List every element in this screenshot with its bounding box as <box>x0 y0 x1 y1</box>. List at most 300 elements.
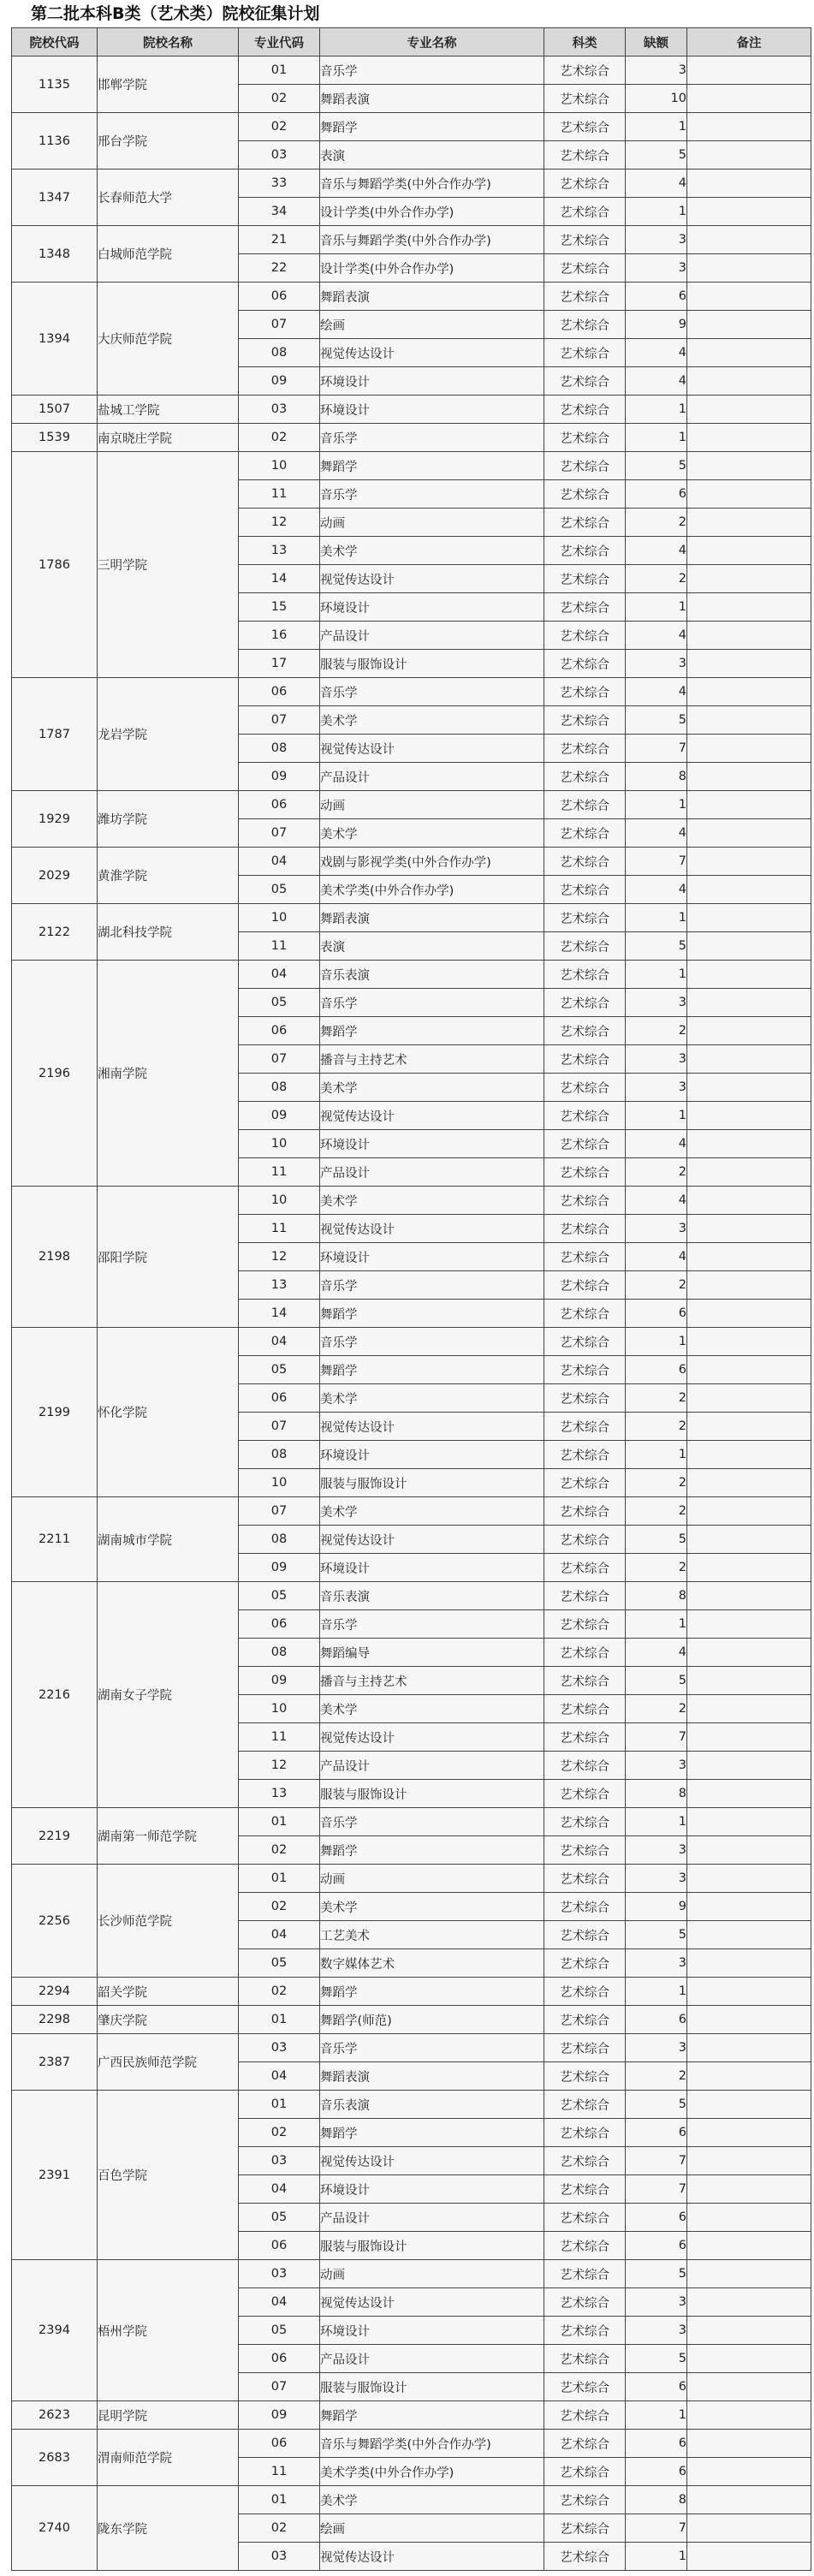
major-code: 17 <box>239 650 320 678</box>
category: 艺术综合 <box>544 961 626 989</box>
remarks <box>687 396 811 424</box>
major-code: 01 <box>239 2006 320 2034</box>
school-name: 梧州学院 <box>98 2260 239 2401</box>
vacancy: 4 <box>626 622 687 650</box>
vacancy: 6 <box>626 2373 687 2401</box>
vacancy: 6 <box>626 2232 687 2260</box>
category: 艺术综合 <box>544 2006 626 2034</box>
category: 艺术综合 <box>544 1554 626 1582</box>
vacancy: 2 <box>626 1271 687 1300</box>
category: 艺术综合 <box>544 2232 626 2260</box>
major-name: 表演 <box>320 141 544 170</box>
school-code: 2387 <box>12 2034 98 2091</box>
major-name: 美术学 <box>320 706 544 735</box>
table-row <box>12 2006 811 2034</box>
vacancy: 2 <box>626 509 687 537</box>
major-code: 06 <box>239 678 320 706</box>
vacancy: 4 <box>626 678 687 706</box>
remarks <box>687 1328 811 1356</box>
remarks <box>687 1243 811 1271</box>
major-name: 音乐表演 <box>320 1582 544 1610</box>
category: 艺术综合 <box>544 1752 626 1780</box>
remarks <box>687 1074 811 1102</box>
major-code: 04 <box>239 848 320 876</box>
remarks <box>687 2514 811 2543</box>
remarks <box>687 537 811 565</box>
remarks <box>687 1413 811 1441</box>
category: 艺术综合 <box>544 1865 626 1893</box>
major-name: 工艺美术 <box>320 1921 544 1949</box>
vacancy: 4 <box>626 819 687 848</box>
school-name: 邵阳学院 <box>98 1187 239 1328</box>
remarks <box>687 791 811 819</box>
remarks <box>687 1384 811 1413</box>
major-code: 08 <box>239 1639 320 1667</box>
category: 艺术综合 <box>544 283 626 311</box>
vacancy: 8 <box>626 2486 687 2514</box>
vacancy: 7 <box>626 848 687 876</box>
school-name: 湖南第一师范学院 <box>98 1808 239 1865</box>
major-code: 04 <box>239 2288 320 2317</box>
major-name: 设计学类(中外合作办学) <box>320 198 544 226</box>
school-code: 2211 <box>12 1497 98 1582</box>
remarks <box>687 2175 811 2204</box>
table-row <box>12 1978 811 2006</box>
vacancy: 1 <box>626 791 687 819</box>
remarks <box>687 565 811 593</box>
major-code: 21 <box>239 226 320 254</box>
header-major-name: 专业名称 <box>320 28 544 57</box>
major-name: 环境设计 <box>320 1554 544 1582</box>
school-code: 1394 <box>12 283 98 396</box>
category: 艺术综合 <box>544 2091 626 2119</box>
school-name: 黄淮学院 <box>98 848 239 904</box>
remarks <box>687 1723 811 1752</box>
school-code: 2740 <box>12 2486 98 2571</box>
table-row <box>12 1328 811 1356</box>
remarks <box>687 961 811 989</box>
vacancy: 6 <box>626 2430 687 2458</box>
table-row <box>12 961 811 989</box>
table-row <box>12 1865 811 1893</box>
major-name: 动画 <box>320 791 544 819</box>
vacancy: 3 <box>626 226 687 254</box>
category: 艺术综合 <box>544 1836 626 1865</box>
major-code: 05 <box>239 1949 320 1978</box>
remarks <box>687 2147 811 2175</box>
school-code: 2683 <box>12 2430 98 2486</box>
category: 艺术综合 <box>544 1130 626 1158</box>
category: 艺术综合 <box>544 537 626 565</box>
major-code: 03 <box>239 141 320 170</box>
major-code: 12 <box>239 1243 320 1271</box>
vacancy: 6 <box>626 2119 687 2147</box>
remarks <box>687 2401 811 2430</box>
category: 艺术综合 <box>544 1356 626 1384</box>
major-name: 服装与服饰设计 <box>320 2232 544 2260</box>
school-code: 2623 <box>12 2401 98 2430</box>
major-code: 08 <box>239 1441 320 1469</box>
major-code: 06 <box>239 2345 320 2373</box>
category: 艺术综合 <box>544 904 626 932</box>
major-name: 视觉传达设计 <box>320 735 544 763</box>
category: 艺术综合 <box>544 622 626 650</box>
major-code: 02 <box>239 1978 320 2006</box>
remarks <box>687 509 811 537</box>
school-code: 1507 <box>12 396 98 424</box>
major-code: 03 <box>239 2147 320 2175</box>
category: 艺术综合 <box>544 2373 626 2401</box>
category: 艺术综合 <box>544 593 626 622</box>
header-major-code: 专业代码 <box>239 28 320 57</box>
major-code: 05 <box>239 989 320 1017</box>
vacancy: 2 <box>626 565 687 593</box>
major-code: 11 <box>239 1158 320 1187</box>
major-name: 舞蹈学 <box>320 2401 544 2430</box>
category: 艺术综合 <box>544 932 626 961</box>
remarks <box>687 2543 811 2571</box>
remarks <box>687 1667 811 1695</box>
vacancy: 3 <box>626 989 687 1017</box>
vacancy: 5 <box>626 2091 687 2119</box>
vacancy: 6 <box>626 1356 687 1384</box>
vacancy: 3 <box>626 57 687 85</box>
vacancy: 2 <box>626 1384 687 1413</box>
category: 艺术综合 <box>544 1017 626 1045</box>
major-name: 美术学类(中外合作办学) <box>320 876 544 904</box>
remarks <box>687 2034 811 2062</box>
major-code: 11 <box>239 1723 320 1752</box>
major-code: 07 <box>239 1045 320 1074</box>
vacancy: 3 <box>626 2288 687 2317</box>
major-name: 美术学 <box>320 819 544 848</box>
major-code: 07 <box>239 819 320 848</box>
category: 艺术综合 <box>544 1243 626 1271</box>
remarks <box>687 452 811 480</box>
vacancy: 4 <box>626 339 687 367</box>
major-code: 09 <box>239 2401 320 2430</box>
vacancy: 1 <box>626 1328 687 1356</box>
vacancy: 3 <box>626 1215 687 1243</box>
category: 艺术综合 <box>544 367 626 396</box>
remarks <box>687 1808 811 1836</box>
vacancy: 3 <box>626 1045 687 1074</box>
vacancy: 4 <box>626 170 687 198</box>
school-name: 百色学院 <box>98 2091 239 2260</box>
remarks <box>687 1215 811 1243</box>
table-row <box>12 2034 811 2062</box>
vacancy: 7 <box>626 1723 687 1752</box>
vacancy: 1 <box>626 2401 687 2430</box>
major-name: 音乐学 <box>320 424 544 452</box>
major-code: 10 <box>239 904 320 932</box>
vacancy: 1 <box>626 1808 687 1836</box>
table-row <box>12 1808 811 1836</box>
category: 艺术综合 <box>544 424 626 452</box>
vacancy: 1 <box>626 593 687 622</box>
remarks <box>687 2062 811 2091</box>
school-name: 邯郸学院 <box>98 57 239 113</box>
category: 艺术综合 <box>544 989 626 1017</box>
major-name: 音乐学 <box>320 1808 544 1836</box>
remarks <box>687 2288 811 2317</box>
major-code: 09 <box>239 367 320 396</box>
vacancy: 4 <box>626 537 687 565</box>
major-name: 美术学 <box>320 1074 544 1102</box>
category: 艺术综合 <box>544 1610 626 1639</box>
category: 艺术综合 <box>544 339 626 367</box>
remarks <box>687 424 811 452</box>
school-name: 广西民族师范学院 <box>98 2034 239 2091</box>
remarks <box>687 1045 811 1074</box>
major-name: 动画 <box>320 2260 544 2288</box>
major-code: 02 <box>239 1893 320 1921</box>
major-name: 舞蹈学 <box>320 1017 544 1045</box>
vacancy: 9 <box>626 1893 687 1921</box>
vacancy: 7 <box>626 735 687 763</box>
school-name: 邢台学院 <box>98 113 239 170</box>
major-code: 05 <box>239 1582 320 1610</box>
vacancy: 6 <box>626 2006 687 2034</box>
remarks <box>687 1300 811 1328</box>
remarks <box>687 2317 811 2345</box>
remarks <box>687 1158 811 1187</box>
major-name: 美术学 <box>320 1187 544 1215</box>
remarks <box>687 2006 811 2034</box>
vacancy: 1 <box>626 904 687 932</box>
school-code: 2298 <box>12 2006 98 2034</box>
major-name: 视觉传达设计 <box>320 2543 544 2571</box>
major-code: 12 <box>239 1752 320 1780</box>
vacancy: 6 <box>626 283 687 311</box>
category: 艺术综合 <box>544 2034 626 2062</box>
header-category: 科类 <box>544 28 626 57</box>
remarks <box>687 1441 811 1469</box>
vacancy: 7 <box>626 2514 687 2543</box>
remarks <box>687 1836 811 1865</box>
vacancy: 3 <box>626 1865 687 1893</box>
vacancy: 2 <box>626 1158 687 1187</box>
category: 艺术综合 <box>544 452 626 480</box>
category: 艺术综合 <box>544 198 626 226</box>
table-row <box>12 2260 811 2288</box>
header-remarks: 备注 <box>687 28 811 57</box>
table-row <box>12 170 811 198</box>
remarks <box>687 311 811 339</box>
school-name: 昆明学院 <box>98 2401 239 2430</box>
major-code: 06 <box>239 2430 320 2458</box>
category: 艺术综合 <box>544 1667 626 1695</box>
major-name: 美术学 <box>320 1893 544 1921</box>
enrollment-plan-table <box>11 27 811 2571</box>
school-name: 龙岩学院 <box>98 678 239 791</box>
vacancy: 5 <box>626 1921 687 1949</box>
remarks <box>687 2091 811 2119</box>
category: 艺术综合 <box>544 2119 626 2147</box>
major-name: 环境设计 <box>320 1243 544 1271</box>
school-name: 长沙师范学院 <box>98 1865 239 1978</box>
category: 艺术综合 <box>544 57 626 85</box>
major-name: 美术学 <box>320 2486 544 2514</box>
vacancy: 2 <box>626 1469 687 1497</box>
school-name: 湘南学院 <box>98 961 239 1187</box>
vacancy: 6 <box>626 2204 687 2232</box>
major-name: 绘画 <box>320 2514 544 2543</box>
major-code: 06 <box>239 1017 320 1045</box>
major-name: 音乐学 <box>320 678 544 706</box>
major-name: 舞蹈学 <box>320 113 544 141</box>
major-name: 音乐学 <box>320 1328 544 1356</box>
table-row <box>12 424 811 452</box>
major-name: 舞蹈学 <box>320 1300 544 1328</box>
major-code: 02 <box>239 113 320 141</box>
major-code: 01 <box>239 2486 320 2514</box>
category: 艺术综合 <box>544 1215 626 1243</box>
vacancy: 3 <box>626 1752 687 1780</box>
major-code: 33 <box>239 170 320 198</box>
school-name: 长春师范大学 <box>98 170 239 226</box>
major-name: 环境设计 <box>320 396 544 424</box>
vacancy: 8 <box>626 1780 687 1808</box>
school-code: 2198 <box>12 1187 98 1328</box>
major-code: 07 <box>239 2373 320 2401</box>
major-name: 美术学类(中外合作办学) <box>320 2458 544 2486</box>
major-code: 08 <box>239 1074 320 1102</box>
major-code: 05 <box>239 1356 320 1384</box>
remarks <box>687 932 811 961</box>
vacancy: 1 <box>626 1610 687 1639</box>
major-code: 08 <box>239 1526 320 1554</box>
vacancy: 5 <box>626 2260 687 2288</box>
category: 艺术综合 <box>544 2317 626 2345</box>
major-code: 02 <box>239 424 320 452</box>
major-name: 播音与主持艺术 <box>320 1045 544 1074</box>
category: 艺术综合 <box>544 396 626 424</box>
major-name: 视觉传达设计 <box>320 2288 544 2317</box>
remarks <box>687 2373 811 2401</box>
category: 艺术综合 <box>544 2543 626 2571</box>
remarks <box>687 706 811 735</box>
school-name: 肇庆学院 <box>98 2006 239 2034</box>
vacancy: 5 <box>626 452 687 480</box>
school-code: 2294 <box>12 1978 98 2006</box>
major-name: 音乐与舞蹈学类(中外合作办学) <box>320 2430 544 2458</box>
remarks <box>687 904 811 932</box>
vacancy: 2 <box>626 1413 687 1441</box>
vacancy: 5 <box>626 141 687 170</box>
remarks <box>687 2260 811 2288</box>
vacancy: 6 <box>626 480 687 509</box>
table-body <box>12 57 811 2571</box>
major-code: 07 <box>239 706 320 735</box>
major-code: 14 <box>239 565 320 593</box>
major-name: 视觉传达设计 <box>320 1215 544 1243</box>
vacancy: 3 <box>626 2317 687 2345</box>
vacancy: 1 <box>626 396 687 424</box>
header-school-name: 院校名称 <box>98 28 239 57</box>
vacancy: 8 <box>626 1582 687 1610</box>
major-code: 05 <box>239 876 320 904</box>
remarks <box>687 593 811 622</box>
category: 艺术综合 <box>544 2514 626 2543</box>
vacancy: 5 <box>626 2345 687 2373</box>
remarks <box>687 254 811 283</box>
remarks <box>687 1017 811 1045</box>
category: 艺术综合 <box>544 1045 626 1074</box>
table-row <box>12 113 811 141</box>
major-name: 设计学类(中外合作办学) <box>320 254 544 283</box>
vacancy: 3 <box>626 1836 687 1865</box>
major-name: 服装与服饰设计 <box>320 1780 544 1808</box>
remarks <box>687 1497 811 1526</box>
category: 艺术综合 <box>544 2401 626 2430</box>
category: 艺术综合 <box>544 113 626 141</box>
table-row <box>12 791 811 819</box>
school-code: 1136 <box>12 113 98 170</box>
category: 艺术综合 <box>544 509 626 537</box>
school-name: 大庆师范学院 <box>98 283 239 396</box>
remarks <box>687 1921 811 1949</box>
vacancy: 5 <box>626 1526 687 1554</box>
remarks <box>687 1978 811 2006</box>
table-row <box>12 1582 811 1610</box>
category: 艺术综合 <box>544 1808 626 1836</box>
major-name: 美术学 <box>320 1497 544 1526</box>
school-code: 2256 <box>12 1865 98 1978</box>
remarks <box>687 85 811 113</box>
school-code: 2394 <box>12 2260 98 2401</box>
major-code: 02 <box>239 85 320 113</box>
category: 艺术综合 <box>544 1949 626 1978</box>
category: 艺术综合 <box>544 650 626 678</box>
category: 艺术综合 <box>544 311 626 339</box>
category: 艺术综合 <box>544 678 626 706</box>
major-code: 01 <box>239 57 320 85</box>
vacancy: 1 <box>626 2543 687 2571</box>
major-code: 16 <box>239 622 320 650</box>
major-code: 01 <box>239 1865 320 1893</box>
category: 艺术综合 <box>544 1413 626 1441</box>
vacancy: 1 <box>626 1102 687 1130</box>
school-name: 陇东学院 <box>98 2486 239 2571</box>
vacancy: 5 <box>626 706 687 735</box>
major-code: 03 <box>239 2260 320 2288</box>
school-code: 2029 <box>12 848 98 904</box>
major-code: 07 <box>239 1497 320 1526</box>
category: 艺术综合 <box>544 2147 626 2175</box>
vacancy: 4 <box>626 1639 687 1667</box>
major-code: 03 <box>239 2034 320 2062</box>
vacancy: 2 <box>626 1497 687 1526</box>
school-name: 三明学院 <box>98 452 239 678</box>
major-code: 12 <box>239 509 320 537</box>
major-code: 09 <box>239 1554 320 1582</box>
major-code: 11 <box>239 1215 320 1243</box>
major-code: 06 <box>239 1610 320 1639</box>
major-name: 环境设计 <box>320 2317 544 2345</box>
major-code: 05 <box>239 2204 320 2232</box>
school-code: 2216 <box>12 1582 98 1808</box>
vacancy: 1 <box>626 198 687 226</box>
remarks <box>687 1102 811 1130</box>
remarks <box>687 1695 811 1723</box>
vacancy: 3 <box>626 2034 687 2062</box>
major-name: 视觉传达设计 <box>320 565 544 593</box>
category: 艺术综合 <box>544 226 626 254</box>
school-code: 2196 <box>12 961 98 1187</box>
major-code: 09 <box>239 1667 320 1695</box>
category: 艺术综合 <box>544 1695 626 1723</box>
